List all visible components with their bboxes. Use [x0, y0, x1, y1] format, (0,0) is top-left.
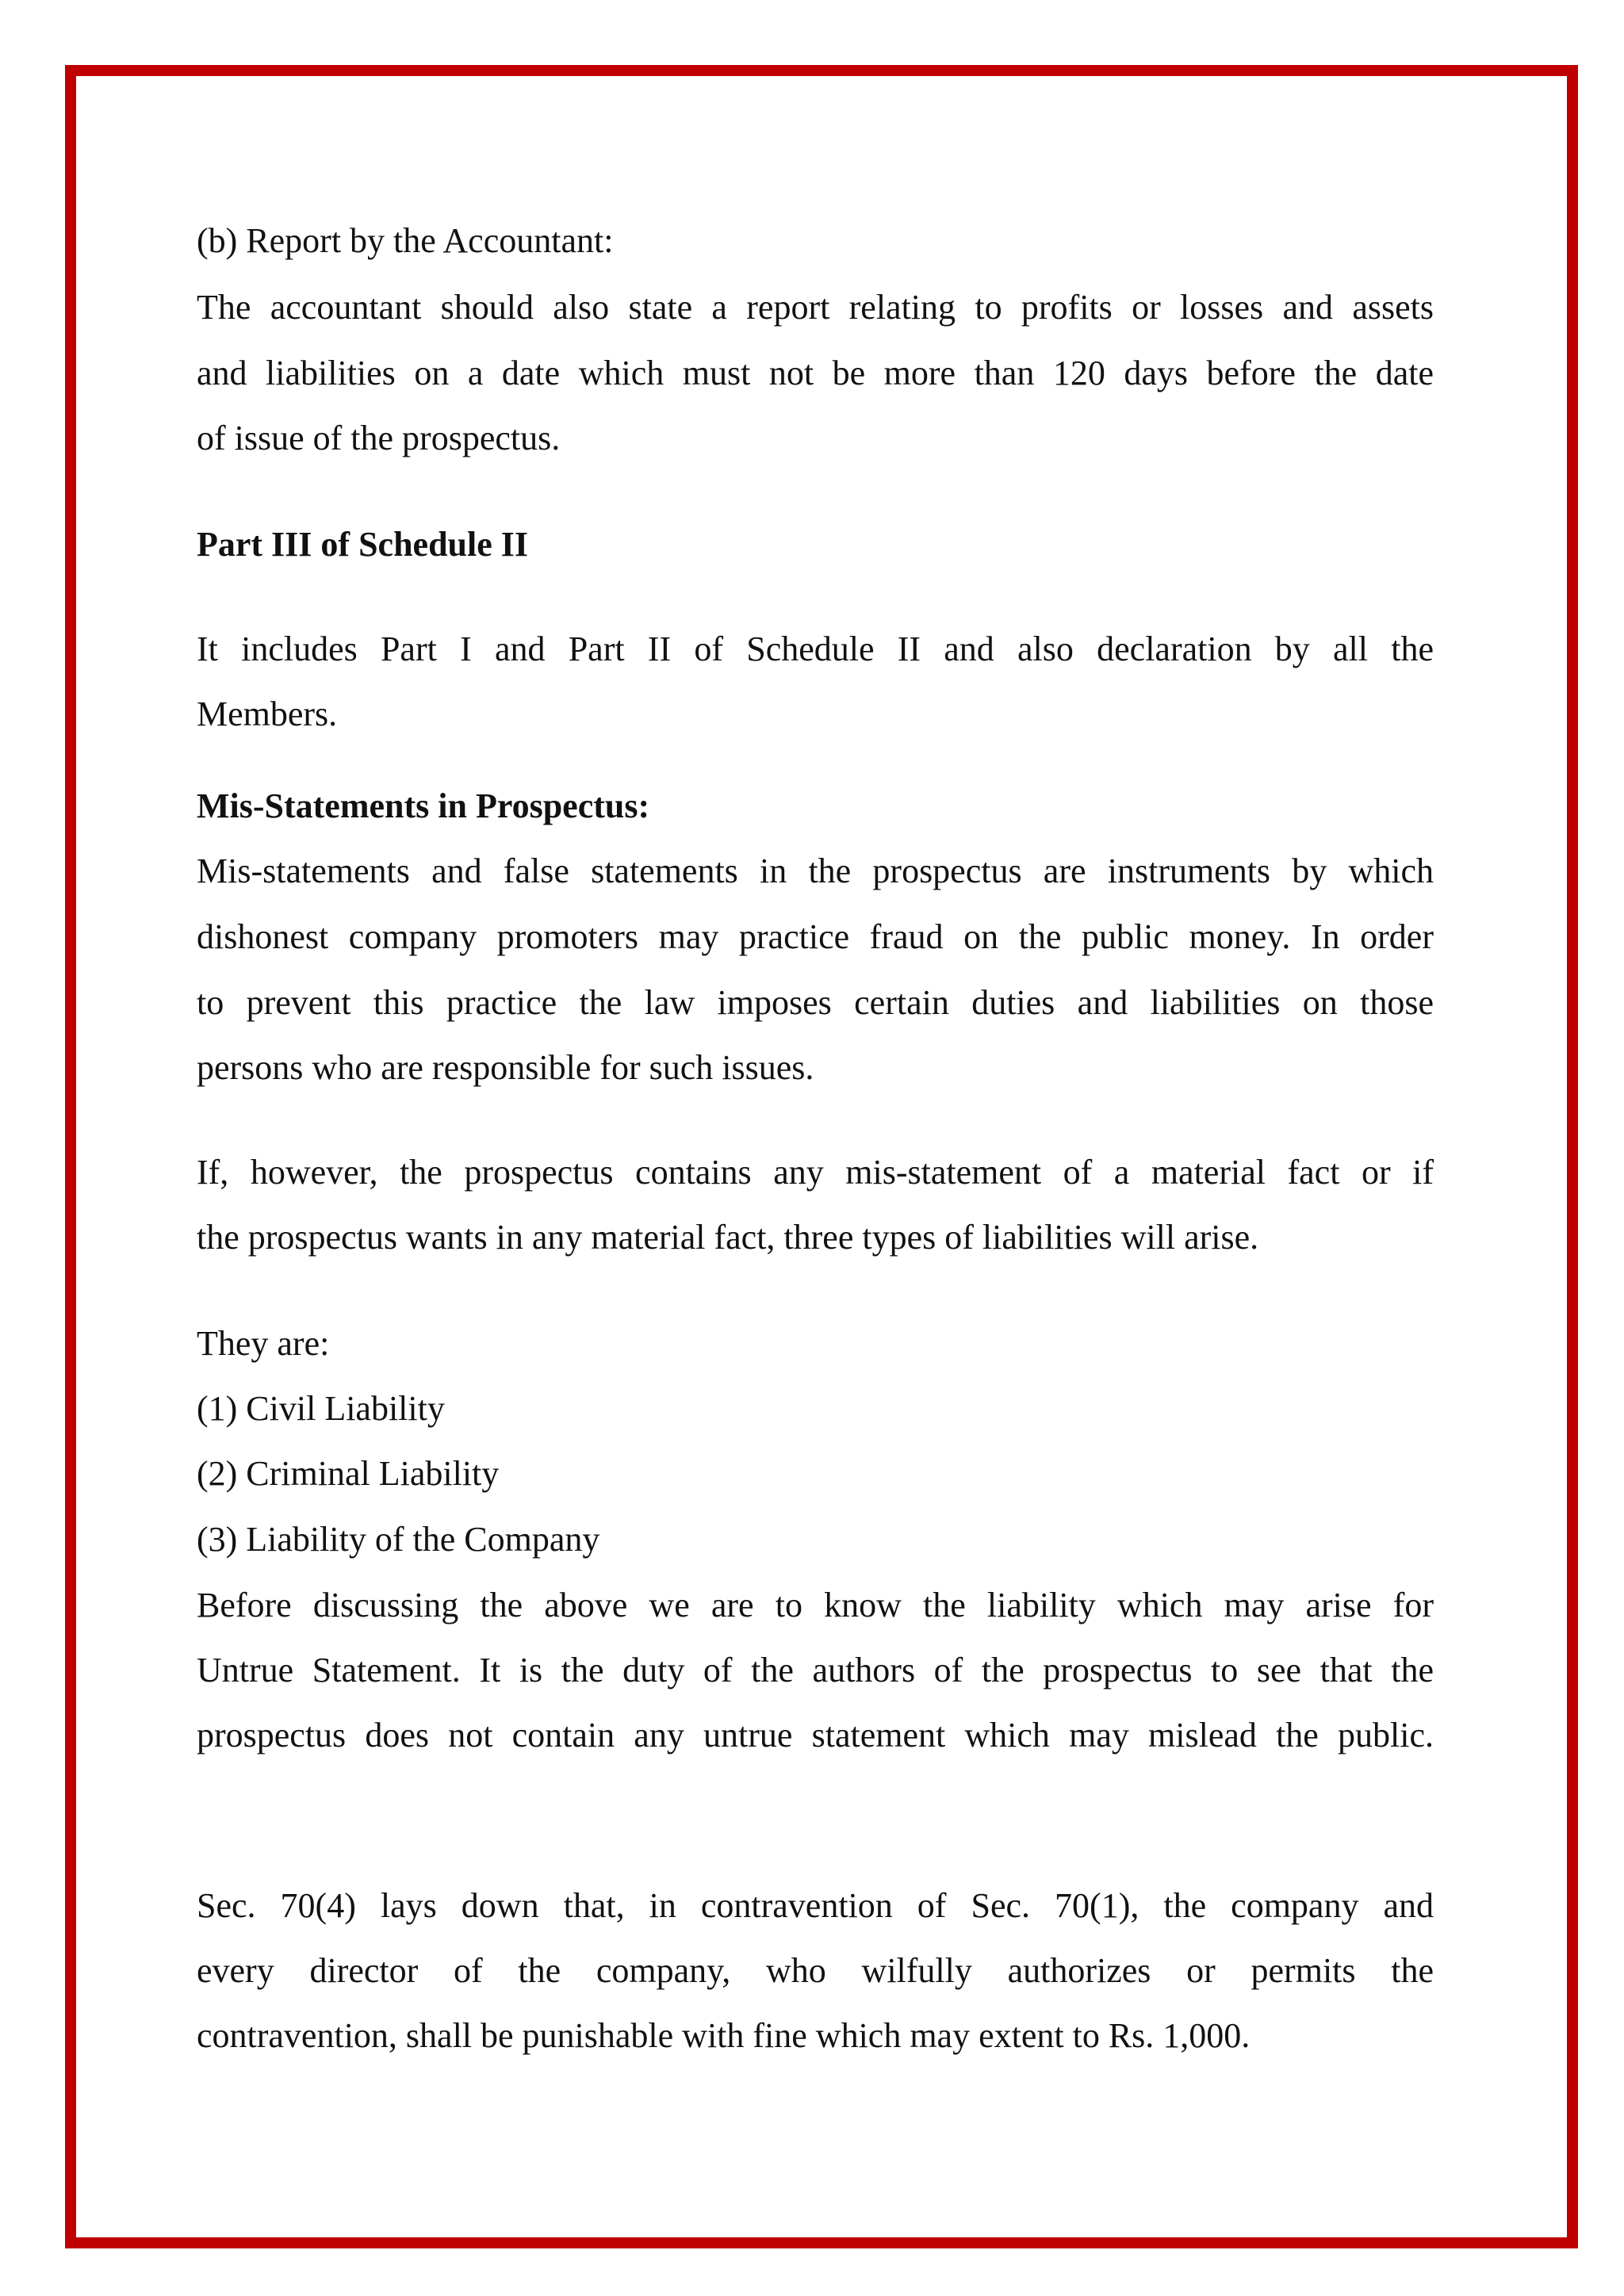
paragraph-line: Before discussing the above we are to know the liability which may arise for — [197, 1586, 1434, 1624]
paragraph-line: The accountant should also state a report relating to profits or losses and assets — [197, 288, 1434, 327]
paragraph-line: dishonest company promoters may practice fraud on the public money. In order — [197, 917, 1434, 956]
section-heading-part-three: Part III of Schedule II — [197, 525, 529, 564]
paragraph-line: to prevent this practice the law imposes certain duties and liabilities on those — [197, 983, 1434, 1022]
section-heading-mis-statements: Mis-Statements in Prospectus: — [197, 786, 650, 825]
paragraph-line: Sec. 70(4) lays down that, in contravention of Sec. 70(1), the company and — [197, 1886, 1434, 1925]
paragraph-line: Untrue Statement. It is the duty of the authors of the prospectus to see that the — [197, 1651, 1434, 1689]
paragraph-line: the prospectus wants in any material fact, three types of liabilities will arise. — [197, 1218, 1259, 1257]
list-item: (2) Criminal Liability — [197, 1454, 500, 1493]
paragraph-line: persons who are responsible for such issues. — [197, 1048, 814, 1087]
paragraph-line: of issue of the prospectus. — [197, 419, 561, 457]
paragraph-line: every director of the company, who wilfully authorizes or permits the — [197, 1951, 1434, 1990]
paragraph-line: If, however, the prospectus contains any mis-statement of a material fact or if — [197, 1153, 1434, 1192]
paragraph-line: prospectus does not contain any untrue statement which may mislead the public. — [197, 1716, 1434, 1755]
paragraph-line: It includes Part I and Part II of Schedule II and also declaration by all the — [197, 629, 1434, 668]
section-heading-accountant-report: (b) Report by the Accountant: — [197, 221, 614, 260]
paragraph-line: contravention, shall be punishable with fine which may extent to Rs. 1,000. — [197, 2016, 1251, 2055]
list-item: (1) Civil Liability — [197, 1389, 445, 1428]
paragraph-line: and liabilities on a date which must not be more than 120 days before the date — [197, 354, 1434, 392]
paragraph-line: Mis-statements and false statements in the prospectus are instruments by which — [197, 851, 1434, 890]
list-item: (3) Liability of the Company — [197, 1520, 600, 1559]
paragraph-line: Members. — [197, 695, 338, 733]
list-intro: They are: — [197, 1324, 330, 1363]
